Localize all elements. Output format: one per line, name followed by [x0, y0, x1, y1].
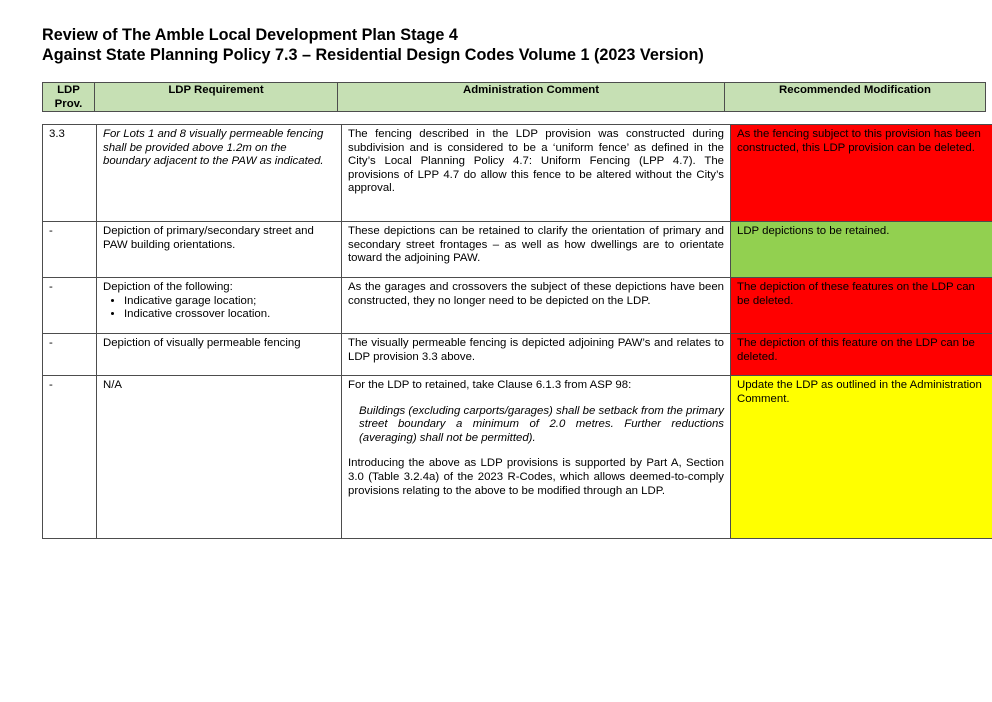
header-ldp-prov: LDP Prov. — [43, 83, 95, 112]
cell-prov: - — [43, 278, 97, 334]
comment-outro: Introducing the above as LDP provisions is supported by Part A, Section 3.0 (Table 3.2.4a) of the 2023 R-Codes, which allows deemed-to-comply provisions relating to the above to be modified through an LDP. — [348, 457, 724, 497]
comment-quote: Buildings (excluding carports/garages) shall be setback from the primary street boundary a minimum of 2.0 metres. Further reductions (averaging) shall not be permitted). — [359, 404, 724, 444]
cell-comment: These depictions can be retained to clarify the orientation of primary and secondary street frontages – as well as how dwellings are to orientate toward the adjoining PAW. — [342, 222, 731, 278]
cell-comment: The visually permeable fencing is depicted adjoining PAW’s and relates to LDP provision 3.3 above. — [342, 334, 731, 376]
cell-modification: As the fencing subject to this provision has been constructed, this LDP provision can be deleted. — [731, 125, 992, 222]
cell-comment: The fencing described in the LDP provision was constructed during subdivision and is considered to be a ‘uniform fence’ as defined in the City’s Local Planning Policy 4.7: Uniform Fencing (LPP 4.7). The provisions of LPP 4.7 do allow this fence to be altered without the City’s approval. — [342, 125, 731, 222]
cell-prov: - — [43, 222, 97, 278]
table-row — [43, 222, 992, 278]
table-row — [43, 334, 992, 376]
table-row — [43, 376, 992, 539]
cell-comment: As the garages and crossovers the subject of these depictions have been constructed, they no longer need to be depicted on the LDP. — [342, 278, 731, 334]
title-line-2: Against State Planning Policy 7.3 – Residential Design Codes Volume 1 (2023 Version) — [42, 46, 704, 64]
cell-requirement: N/A — [97, 376, 342, 539]
cell-prov: - — [43, 334, 97, 376]
table-row — [43, 278, 992, 334]
table-row — [43, 125, 992, 222]
table-header — [42, 82, 986, 112]
cell-requirement: For Lots 1 and 8 visually permeable fencing shall be provided above 1.2m on the boundary adjacent to the PAW as indicated. — [97, 125, 342, 222]
cell-modification: The depiction of these features on the LDP can be deleted. — [731, 278, 992, 334]
comment-intro: For the LDP to retained, take Clause 6.1.3 from ASP 98: — [348, 379, 632, 391]
list-item: • Indicative garage location; — [124, 295, 335, 309]
cell-modification: The depiction of this feature on the LDP can be deleted. — [731, 334, 992, 376]
list-item: • Indicative crossover location. — [124, 308, 335, 322]
review-table — [42, 124, 992, 539]
cell-prov: - — [43, 376, 97, 539]
cell-requirement: Depiction of primary/secondary street and PAW building orientations. — [97, 222, 342, 278]
cell-requirement — [97, 278, 342, 334]
bullet-list — [103, 295, 335, 322]
cell-modification: LDP depictions to be retained. — [731, 222, 992, 278]
requirement-text: Depiction of the following: — [103, 281, 233, 293]
title-line-1: Review of The Amble Local Development Plan Stage 4 — [42, 26, 458, 44]
header-recommended-modification: Recommended Modification — [725, 83, 986, 112]
cell-modification: Update the LDP as outlined in the Administration Comment. — [731, 376, 992, 539]
cell-requirement: Depiction of visually permeable fencing — [97, 334, 342, 376]
cell-comment — [342, 376, 731, 539]
header-administration-comment: Administration Comment — [338, 83, 725, 112]
header-ldp-requirement: LDP Requirement — [95, 83, 338, 112]
document-title — [42, 25, 704, 65]
cell-prov: 3.3 — [43, 125, 97, 222]
